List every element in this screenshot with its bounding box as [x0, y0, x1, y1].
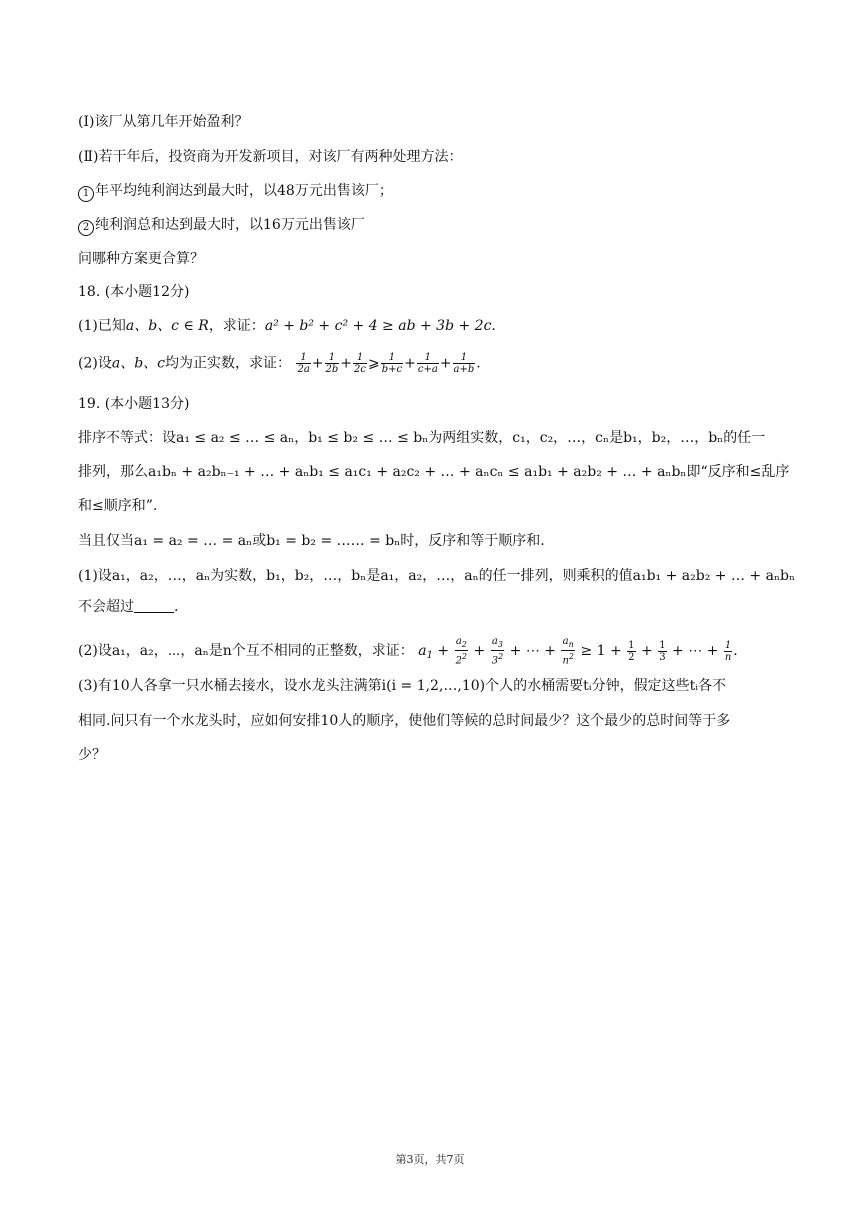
q17-option2-text: 纯利润总和达到最大时，以16万元出售该厂: [95, 217, 365, 233]
q17-part1: (Ⅰ)该厂从第几年开始盈利？: [78, 114, 249, 130]
q18-part1-prove: ，求证：: [208, 318, 265, 334]
q19-intro-line2: 排列，那么a₁bₙ + a₂bₙ₋₁ + … + aₙb₁ ≤ a₁c₁ + a₂c₂ + … + aₙcₙ ≤ a₁b₁ + a₂b₂ + … + aₙbₙ即“反序和≤乱序: [78, 464, 790, 480]
q19-header: 19. (本小题13分): [78, 396, 190, 412]
q19-equality: 当且仅当a₁ = a₂ = … = aₙ或b₁ = b₂ = …… = bₙ时，反序和等于顺序和.: [78, 533, 545, 549]
q19-intro-line3: 和≤顺序和”.: [78, 498, 158, 514]
q19-intro-line1: 排序不等式：设a₁ ≤ a₂ ≤ … ≤ aₙ，b₁ ≤ b₂ ≤ … ≤ bₙ为两组实数，c₁，c₂，…，cₙ是b₁，b₂，…，bₙ的任一: [78, 430, 766, 446]
q17-part2: (Ⅱ)若干年后，投资商为开发新项目，对该厂有两种处理方法：: [78, 149, 463, 165]
q18-part1: [78, 316, 496, 336]
q19-part2: (2)设a₁，a₂，⋯，aₙ是n个互不相同的正整数，求证： $a_1$ + $\frac{a_2}{2^2}$ + $\frac{a_3}{3^2}$ + ⋯ + $\frac{a_n}{n^2}$ ≥ 1 + $\frac{1}{2}$ + $\frac{1}{3}$ + ⋯ + $\frac{1}{n}$ .: [78, 636, 738, 667]
q19-part1-line2: 不会超过 .: [78, 599, 179, 615]
q18-part1-vars: a、b、c ∈ R: [125, 318, 209, 334]
q17-option2: [78, 215, 365, 236]
q18-part2-label: (2)设: [78, 355, 112, 372]
q17-option1: [78, 181, 393, 202]
q18-part1-formula: a² + b² + c² + 4 ≥ ab + 3b + 2c.: [264, 318, 496, 334]
circled-two-icon: 2: [78, 220, 94, 236]
q17-question: 问哪种方案更合算？: [78, 251, 204, 267]
q19-part1-line1: (1)设a₁，a₂，…，aₙ为实数，b₁，b₂，…，bₙ是a₁，a₂，…，aₙ的任一排列，则乘积的值a₁b₁ + a₂b₂ + … + aₙbₙ: [78, 568, 796, 584]
q18-header: 18. (本小题12分): [78, 284, 190, 300]
q19-part3-line3: 少？: [78, 747, 106, 763]
q19-part1-text: 不会超过: [78, 599, 134, 615]
q19-part2-text: (2)设a₁，a₂，⋯，aₙ是n个互不相同的正整数，求证：: [78, 643, 414, 660]
q18-part2-mid: 均为正实数，求证：: [165, 355, 291, 372]
q17-option1-text: 年平均纯利润达到最大时，以48万元出售该厂；: [95, 183, 393, 199]
q19-part3-line2: 相同.问只有一个水龙头时，应如何安排10人的顺序，使他们等候的总时间最少？这个最少的总时间等于多: [78, 713, 731, 729]
circled-one-icon: 1: [78, 186, 94, 202]
page-footer: 第3页，共7页: [395, 1153, 465, 1166]
q18-part2-vars: a、b、c: [111, 355, 165, 372]
q18-part2: (2)设a、b、c均为正实数，求证： $\frac{1}{2a}$ + $\frac{1}{2b}$ + $\frac{1}{2c}$ ⩾ $\frac{1}{b+c}$ + $\frac{1}{c+a}$ + $\frac{1}{a+b}$ .: [78, 352, 481, 375]
q19-part3-line1: (3)有10人各拿一只水桶去接水，设水龙头注满第i(i = 1,2,…,10)个人的水桶需要tᵢ分钟，假定这些tᵢ各不: [78, 678, 727, 694]
answer-blank: [134, 600, 174, 613]
q18-part1-label: (1)已知: [78, 318, 126, 334]
